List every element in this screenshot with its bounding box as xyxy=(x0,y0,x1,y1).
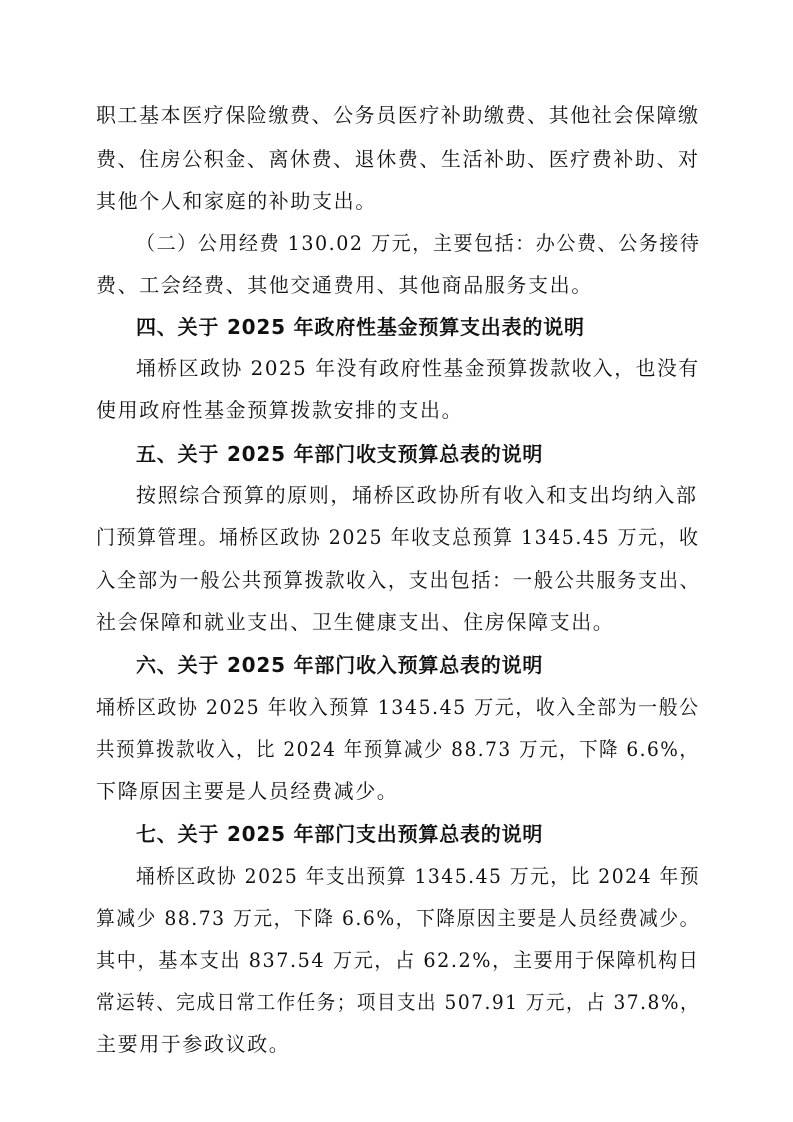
paragraph-line: 埇桥区政协 2025 年收入预算 1345.45 万元，收入全部为一般公 xyxy=(96,695,700,719)
paragraph-line: 费、住房公积金、离休费、退休费、生活补助、医疗费补助、对 xyxy=(96,147,700,171)
paragraph-line: 下降原因主要是人员经费减少。 xyxy=(96,779,399,803)
section-heading-6: 六、关于 2025 年部门收入预算总表的说明 xyxy=(136,653,544,677)
paragraph-line: 入全部为一般公共预算拨款收入，支出包括：一般公共服务支出、 xyxy=(96,568,701,592)
paragraph-line: 社会保障和就业支出、卫生健康支出、住房保障支出。 xyxy=(96,610,615,634)
paragraph-line: 门预算管理。埇桥区政协 2025 年收支总预算 1345.45 万元，收 xyxy=(96,525,700,549)
section-heading-7: 七、关于 2025 年部门支出预算总表的说明 xyxy=(136,822,544,846)
paragraph-line: 其中，基本支出 837.54 万元，占 62.2%，主要用于保障机构日 xyxy=(96,948,700,972)
paragraph-line: 埇桥区政协 2025 年支出预算 1345.45 万元，比 2024 年预 xyxy=(136,864,700,888)
paragraph-line: 使用政府性基金预算拨款安排的支出。 xyxy=(96,398,464,422)
paragraph-line: 费、工会经费、其他交通费用、其他商品服务支出。 xyxy=(96,273,593,297)
paragraph-line: 算减少 88.73 万元，下降 6.6%，下降原因主要是人员经费减少。 xyxy=(96,906,700,930)
section-heading-5: 五、关于 2025 年部门收支预算总表的说明 xyxy=(136,442,544,466)
paragraph-line: 主要用于参政议政。 xyxy=(96,1032,291,1056)
paragraph-line: 常运转、完成日常工作任务；项目支出 507.91 万元，占 37.8%， xyxy=(96,990,701,1014)
paragraph-line: 埇桥区政协 2025 年没有政府性基金预算拨款收入，也没有 xyxy=(136,356,700,380)
paragraph-line: 职工基本医疗保险缴费、公务员医疗补助缴费、其他社会保障缴 xyxy=(96,103,700,127)
paragraph-line: （二）公用经费 130.02 万元，主要包括：办公费、公务接待 xyxy=(136,231,701,255)
section-heading-4: 四、关于 2025 年政府性基金预算支出表的说明 xyxy=(136,315,585,339)
paragraph-line: 共预算拨款收入，比 2024 年预算减少 88.73 万元，下降 6.6%， xyxy=(96,737,700,761)
paragraph-line: 按照综合预算的原则，埇桥区政协所有收入和支出均纳入部 xyxy=(136,483,698,507)
paragraph-line: 其他个人和家庭的补助支出。 xyxy=(96,189,377,213)
